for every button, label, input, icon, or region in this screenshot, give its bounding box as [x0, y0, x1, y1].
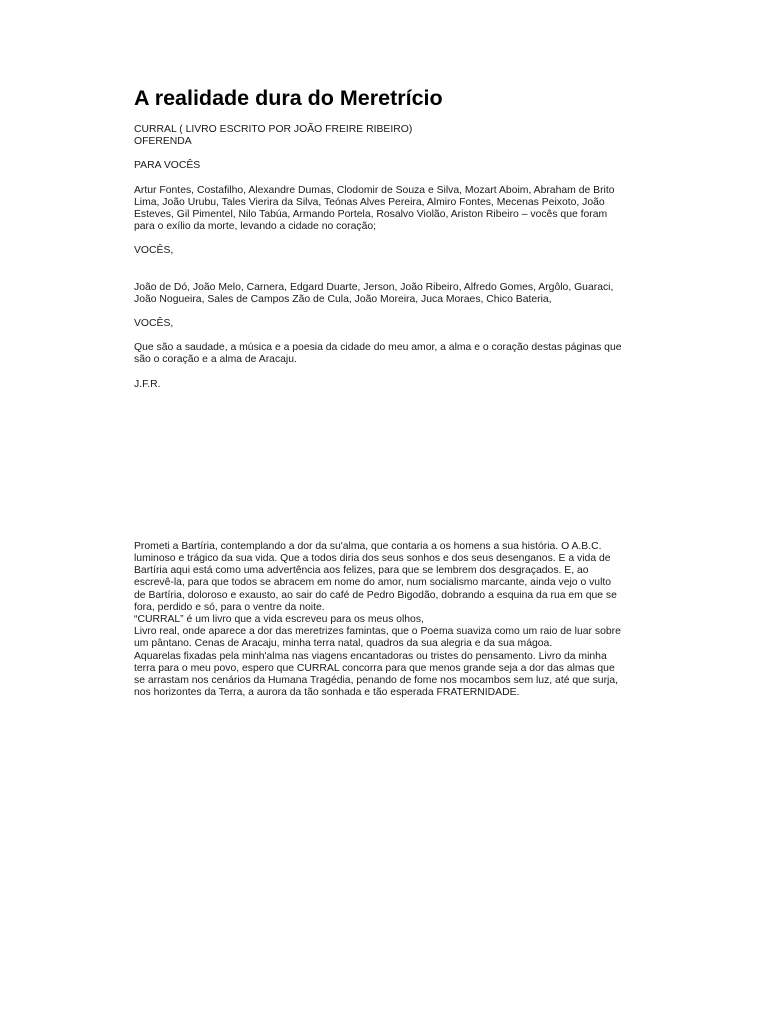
names-line: Lima, João Urubu, Tales Vierira da Silva, Teónas Alves Pereira, Almiro Fontes, Mecenas Peixoto, João: [134, 196, 605, 208]
voces-text: VOCÊS,: [134, 245, 174, 257]
signature: [134, 379, 644, 391]
preface-line: se arrastam nos cenários da Humana Tragédia, penando de fome nos mocambos sem luz, até que surja,: [134, 675, 619, 687]
names-line: para o exílio da morte, levando a cidade no coração;: [134, 221, 377, 233]
names-line: João de Dó, João Melo, Carnera, Edgard Duarte, Jerson, João Ribeiro, Alfredo Gomes, Argôlo, Guaraci,: [134, 281, 614, 293]
preface-paragraph: [134, 541, 644, 700]
preface-line: luminoso e trágico da sua vida. Que a todos diria dos seus sonhos e dos seus desenganos. E a vida de: [134, 553, 611, 565]
preface-line: Aquarelas fixadas pela minh'alma nas viagens encantadoras ou tristes do pensamento. Livro da minha: [134, 650, 607, 662]
names-paragraph-1: [134, 185, 644, 234]
names-line: Esteves, Gil Pimentel, Nilo Tabúa, Armando Portela, Rosalvo Violão, Ariston Ribeiro – vocês que foram: [134, 209, 608, 221]
preface-line: Bartíria aqui está como uma advertência aos felizes, para que se lembrem dos desgraçados. E, ao: [134, 565, 589, 577]
para-voces-heading: [134, 160, 644, 172]
dedication-line: Que são a saudade, a música e a poesia da cidade do meu amor, a alma e o coração destas páginas que: [134, 342, 622, 354]
voces-heading-2: [134, 318, 644, 330]
document-content: [134, 84, 644, 699]
book-header-line: OFERENDA: [134, 136, 192, 148]
names-line: Artur Fontes, Costafilho, Alexandre Dumas, Clodomir de Souza e Silva, Mozart Aboim, Abraham de Brito: [134, 184, 615, 196]
preface-line: Livro real, onde aparece a dor das meretrizes famintas, que o Poema suaviza como um raio de luar sobre: [134, 626, 621, 638]
dedication-line: são o coração e a alma de Aracaju.: [134, 354, 297, 366]
document-title: A realidade dura do Meretrício: [134, 86, 443, 110]
para-voces-text: PARA VOCÊS: [134, 160, 201, 172]
dedication-paragraph: [134, 342, 644, 366]
preface-line: escrevê-la, para que todos se abracem em nome do amor, num socialismo marcante, ainda vejo o vulto: [134, 577, 612, 589]
preface-line: nos horizontes da Terra, a aurora da tão sonhada e tão esperada FRATERNIDADE.: [134, 687, 520, 699]
preface-line: terra para o meu povo, espero que CURRAL concorra para que menos grande seja a dor das almas que: [134, 662, 615, 674]
preface-line: de Bartíria, doloroso e exausto, ao sair do café de Pedro Bigodão, dobrando a esquina da rua em que se: [134, 589, 617, 601]
book-header: [134, 124, 644, 148]
names-paragraph-2: [134, 282, 644, 306]
preface-line: Prometi a Bartíria, contemplando a dor da su'alma, que contaria a os homens a sua história. O A.B.C.: [134, 540, 602, 552]
preface-line: fora, perdido e só, para o ventre da noite.: [134, 601, 325, 613]
preface-line: um pântano. Cenas de Aracaju, minha terra natal, quadros da sua alegria e da sua mágoa.: [134, 638, 553, 650]
preface-line: “CURRAL” é um livro que a vida escreveu para os meus olhos,: [134, 614, 424, 626]
book-header-line: CURRAL ( LIVRO ESCRITO POR JOÃO FREIRE RIBEIRO): [134, 124, 413, 135]
voces-heading-1: [134, 245, 644, 257]
signature-text: J.F.R.: [134, 378, 161, 390]
voces-text: VOCÊS,: [134, 318, 174, 330]
names-line: João Nogueira, Sales de Campos Zão de Cula, João Moreira, Juca Moraes, Chico Bateria,: [134, 293, 552, 305]
